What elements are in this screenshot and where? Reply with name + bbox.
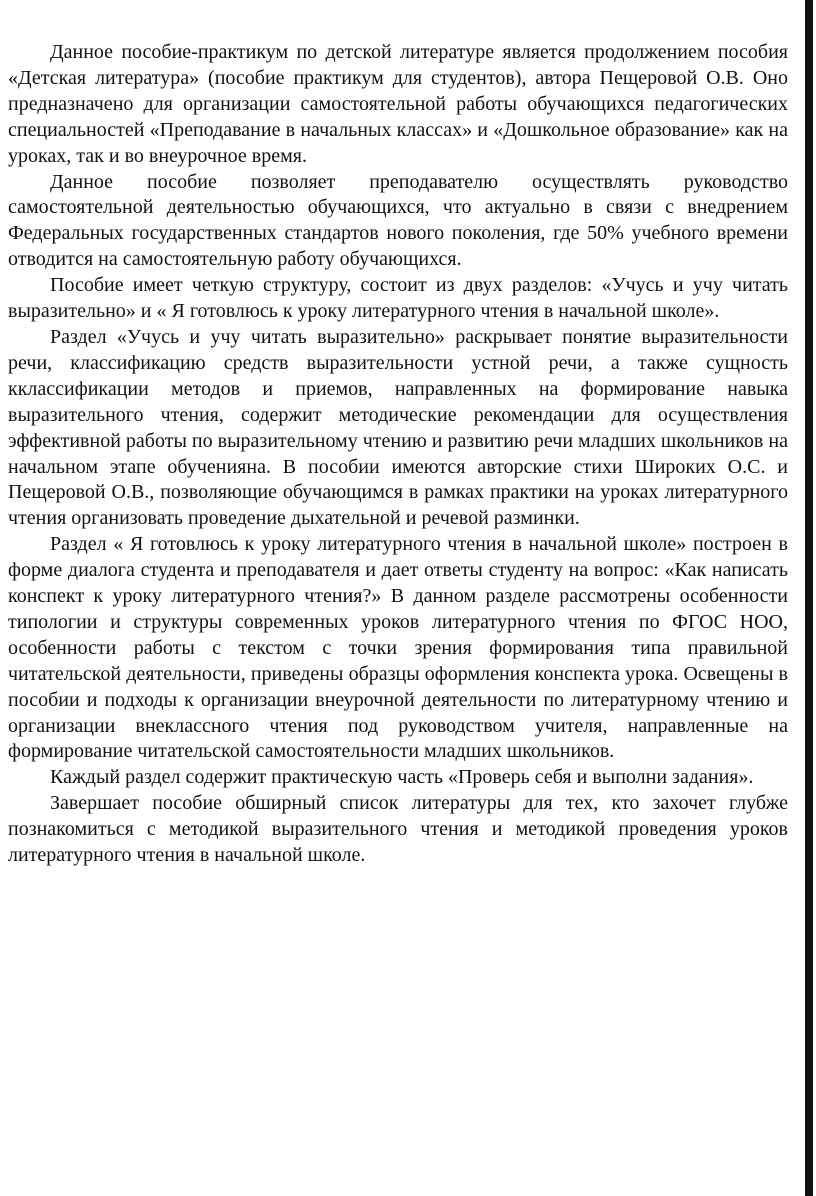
paragraph-purpose: Данное пособие позволяет преподавателю осуществлять руководство самостоятельной деятельностью обучающихся, что актуально в связи с внедрением Федеральных государственных стандартов нового поколения, где 50% учебного времени отводится на самостоятельную работу обучающихся. [8,170,788,271]
page-edge-border [805,0,813,1196]
paragraph-practice: Каждый раздел содержит практическую часть «Проверь себя и выполни задания». [50,766,754,789]
document-body [8,40,788,869]
paragraph-section-one: Раздел «Учусь и учу читать выразительно» раскрывает понятие выразительности речи, классификацию средств выразительности устной речи, а также сущность кклассификации методов и приемов, направленных на формирование навыка выразительного чтения, содержит методические рекомендации для осуществления эффективной работы по выразительному чтению и развитию речи младших школьников на начальном этапе обученияна. В пособии имеются авторские стихи Широких О.С. и Пещеровой О.В., позволяющие обучающимся в рамках практики на уроках литературного чтения организовать проведение дыхательной и речевой разминки. [8,325,788,530]
paragraph-bibliography: Завершает пособие обширный список литературы для тех, кто захочет глубже познакомиться с методикой выразительного чтения и методикой проведения уроков литературного чтения в начальной школе. [8,792,788,867]
paragraph-section-two: Раздел « Я готовлюсь к уроку литературного чтения в начальной школе» построен в форме диалога студента и преподавателя и дает ответы студенту на вопрос: «Как написать конспект к уроку литературного чтения?» В данном разделе рассмотрены особенности типологии и структуры современных уроков литературного чтения по ФГОС НОО, особенности работы с текстом с точки зрения формирования типа правильной читательской деятельности, приведены образцы оформления конспекта урока. Освещены в пособии и подходы к организации внеурочной деятельности по литературному чтению и организации внеклассного чтения под руководством учителя, направленные на формирование читательской самостоятельности младших школьников. [8,533,788,763]
paragraph-structure: Пособие имеет четкую структуру, состоит из двух разделов: «Учусь и учу читать выразительно» и « Я готовлюсь к уроку литературного чтения в начальной школе». [8,274,788,323]
paragraph-intro: Данное пособие-практикум по детской литературе является продолжением пособия «Детская литература» (пособие практикум для студентов), автора Пещеровой О.В. Оно предназначено для организации самостоятельной работы обучающихся педагогических специальностей «Преподавание в начальных классах» и «Дошкольное образование» как на уроках, так и во внеурочное время. [8,41,788,167]
